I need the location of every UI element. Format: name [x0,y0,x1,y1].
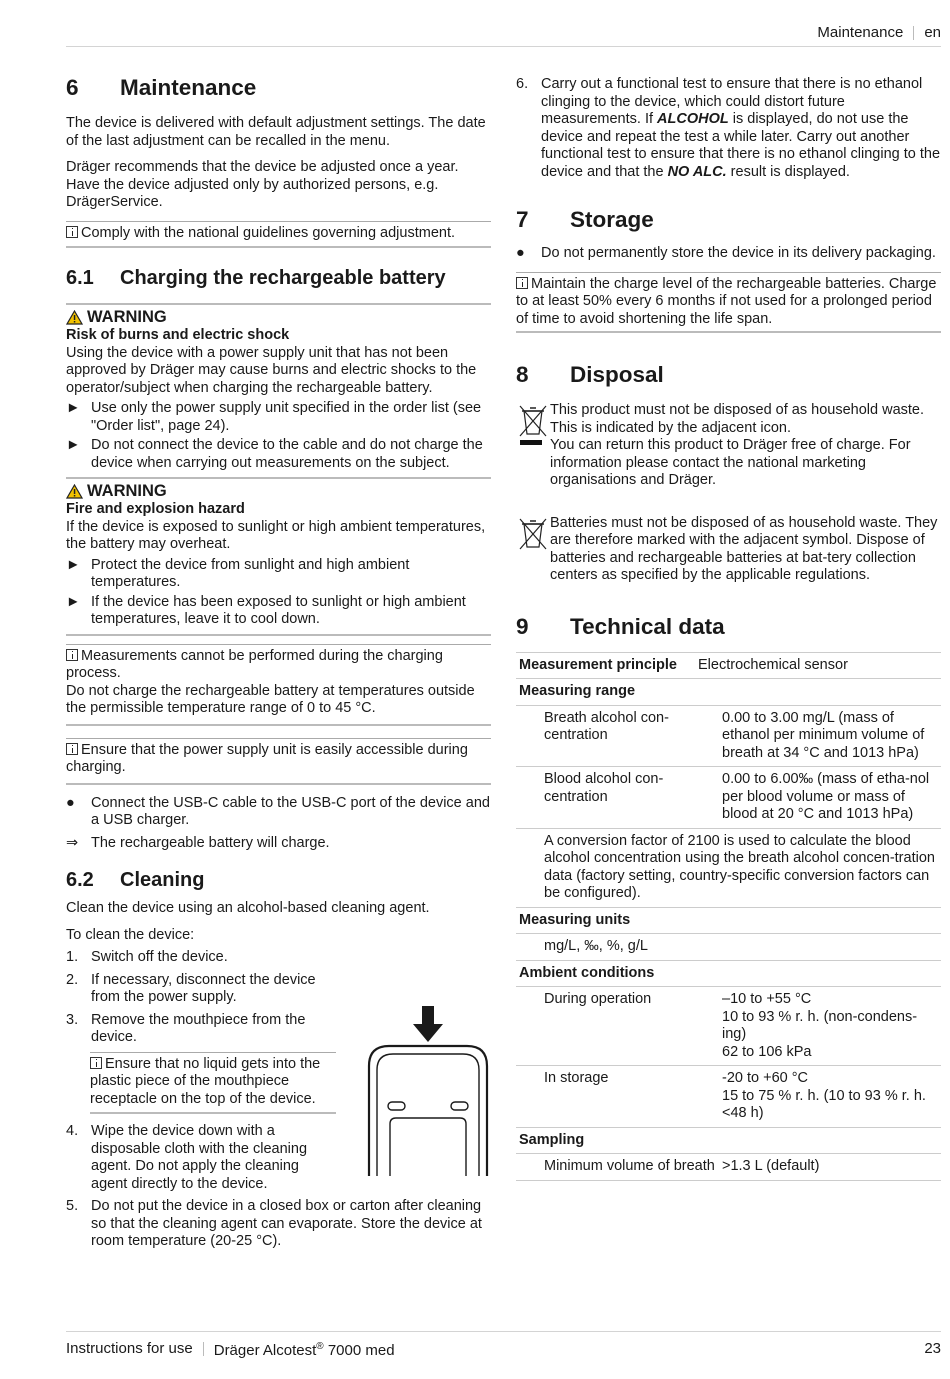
warning-burns [66,303,491,472]
note-power-supply [66,738,491,785]
note-charging-process [66,644,491,726]
warning-title: WARNING [87,482,167,500]
table-cell-value: 0.00 to 6.00‰ (mass of etha-nol per blood volume or mass of blood at 20 °C and 1013 hPa) [722,771,930,822]
note-text: Ensure that no liquid gets into the plastic piece of the mouthpiece receptacle on the top of the device. [90,1055,321,1107]
crossed-bin-icon [516,517,550,551]
arrow-right-icon: ► [66,556,81,573]
list-item [66,400,491,435]
page-footer [66,1338,941,1360]
list-item [66,795,491,830]
heading-title: Cleaning [120,869,205,891]
warning-icon [66,310,83,325]
list-item-text: Do not permanently store the device in its delivery packaging. [541,245,936,261]
table-cell-value: Electrochemical sensor [698,656,848,673]
heading-disposal [516,361,941,388]
page-number: 23 [924,1340,941,1357]
crossed-bin-icon [516,404,550,448]
note-charge-level [516,272,941,334]
paragraph-recommendation: Dräger recommends that the device be adjusted once a year. Have the device adjusted only by authorized persons, e.g. DrägerService. [66,159,459,210]
step-number: 6. [516,76,529,92]
table-row [516,829,941,908]
divider [66,634,491,644]
table-row [516,1154,941,1181]
table-row [516,934,941,961]
table-cell-label: In storage [544,1070,609,1086]
step-text [541,76,941,181]
step-text-part: result is displayed. [726,163,850,180]
step-text: Do not put the device in a closed box or carton after cleaning so that the cleaning agent can evaporate. Store the device at room temperature (20-25 °C). [91,1198,482,1249]
right-column [516,76,941,1181]
list-item [516,245,941,263]
step-text: If necessary, disconnect the device from the power supply. [91,971,316,1005]
heading-number: 6 [66,75,79,100]
step-number: 5. [66,1198,79,1214]
heading-number: 9 [516,613,529,639]
result-text: The rechargeable battery will charge. [91,834,330,851]
heading-charging [66,266,491,290]
table-cell-label: Minimum volume of breath [544,1158,715,1174]
heading-storage [516,206,941,233]
table-row [516,908,941,935]
warning-subtitle: Risk of burns and electric shock [66,327,290,343]
warning-subtitle: Fire and explosion hazard [66,501,245,517]
device-illustration [366,1004,490,1176]
paragraph-adjustment: The device is delivered with default adjustment settings. The date of the last adjustment can be recalled in the menu. [66,115,486,149]
heading-number: 7 [516,207,529,232]
note-text: Comply with the national guidelines governing adjustment. [81,224,455,241]
arrow-right-icon: ► [66,400,81,416]
info-icon [66,743,78,755]
list-item-text: If the device has been exposed to sunlight or high ambient temperatures, leave it to cool down. [91,593,466,627]
footer-rule [66,1331,941,1332]
table-cell-label: Ambient conditions [519,964,655,981]
header-language: en [924,24,941,41]
step-number: 2. [66,971,79,988]
warning-heading [66,481,491,501]
list-item [66,437,491,472]
warning-heading [66,307,491,327]
note-text: Measurements cannot be performed during the charging process. [66,647,443,681]
header-divider [913,26,914,40]
list-item [66,594,491,629]
info-icon [66,649,78,661]
step-item [516,76,941,181]
step-item [66,949,336,967]
info-icon [66,226,78,238]
disposal-text-line: You can return this product to Dräger free of charge. For information please contact the national marketing organisations and Dräger. [550,437,911,488]
header-rule [66,46,941,47]
technical-data-table [516,652,941,1181]
paragraph-cleaning: Clean the device using an alcohol-based cleaning agent. [66,900,430,916]
footer-product [214,1338,395,1360]
table-cell-value: -20 to +60 °C 15 to 75 % r. h. (10 to 93 % r. h. <48 h) [722,1070,926,1121]
heading-title: Charging the rechargeable battery [120,267,446,289]
warning-icon [66,484,83,499]
step-number: 1. [66,949,79,965]
step-number: 3. [66,1011,79,1028]
bullet-icon: ● [66,794,75,811]
warning-title: WARNING [87,308,167,326]
list-item [66,557,491,592]
footer-doc-type: Instructions for use [66,1340,193,1357]
disposal-text-line: This product must not be disposed of as household waste. This is indicated by the adjacent icon. [550,402,924,436]
step-item [66,1198,491,1251]
heading-title: Disposal [570,362,664,387]
table-row [516,1066,941,1128]
step-number: 4. [66,1123,79,1139]
page-header [817,24,941,42]
result-arrow-icon: ⇒ [66,834,79,851]
registered-mark: ® [316,1341,324,1352]
heading-title: Technical data [570,613,725,639]
heading-technical-data [516,613,941,640]
heading-number: 6.2 [66,869,94,891]
note-text: Do not charge the rechargeable battery at temperatures outside the permissible temperature range of 0 to 45 °C. [66,682,475,716]
table-cell-label: During operation [544,991,652,1007]
list-item-text: Use only the power supply unit specified in the order list (see "Order list", page 24). [91,400,482,434]
step-text: Remove the mouthpiece from the device. [91,1011,306,1045]
table-cell-label: Breath alcohol con-centration [544,709,669,743]
note-adjustment [66,221,491,249]
disposal-text: Batteries must not be disposed of as household waste. They are therefore marked with the adjacent symbol. Dispose of batteries and rechargeable batteries at bat-tery collection centers as specified by the applicable regulations. [550,514,938,583]
table-cell-value: 0.00 to 3.00 mg/L (mass of ethanol per minimum volume of breath at 34 °C and 1013 hPa) [722,709,925,761]
step-item [66,972,336,1007]
list-item-text: Connect the USB-C cable to the USB-C port of the device and a USB charger. [91,794,490,828]
warning-text: Using the device with a power supply unit that has not been approved by Dräger may cause burns and electric shocks to the operator/subject when charging the rechargeable battery. [66,344,477,396]
step-item [66,1123,336,1193]
paragraph-cleaning-intro: To clean the device: [66,926,195,943]
disposal-text [550,402,941,490]
step-text: Wipe the device down with a disposable cloth with the cleaning agent. Do not apply the cleaning agent directly to the device. [91,1123,308,1192]
arrow-right-icon: ► [66,437,81,453]
list-item-text: Protect the device from sunlight and high ambient temperatures. [91,556,410,590]
cleaning-steps-narrow [66,949,336,1193]
heading-cleaning [66,868,491,892]
table-row [516,679,941,706]
footer-divider [203,1342,204,1356]
product-model: 7000 med [323,1342,395,1359]
table-cell-label: Sampling [519,1131,585,1148]
bullet-icon: ● [516,245,525,261]
table-row [516,653,941,680]
heading-number: 6.1 [66,267,94,289]
step-text: Switch off the device. [91,949,228,965]
header-section: Maintenance [817,24,904,41]
table-row [516,987,941,1066]
disposal-product [516,402,941,490]
heading-title: Storage [570,207,654,232]
table-cell-value: >1.3 L (default) [722,1158,820,1174]
heading-maintenance [66,74,491,101]
note-text: Maintain the charge level of the rechargeable batteries. Charge to at least 50% every 6 months if not used for a prolonged period of time to avoid shortening the life span. [516,275,937,327]
info-icon [90,1057,102,1069]
table-cell-text: A conversion factor of 2100 is used to calculate the blood alcohol concentration using the breath alcohol concen-tration data (factory setting, country-specific conversion factors can be configured). [544,832,935,901]
step-item [66,1012,336,1047]
list-item-text: Do not connect the device to the cable and do not charge the device when carrying out measurements on the subject. [91,437,483,471]
note-mouthpiece [90,1052,336,1115]
table-row [516,767,941,829]
table-cell-label: Measuring range [519,683,636,699]
arrow-right-icon: ► [66,593,81,610]
display-alcohol: ALCOHOL [657,111,729,127]
warning-text: If the device is exposed to sunlight or high ambient temperatures, the battery may overheat. [66,518,486,552]
step-text-part: is displayed, do not use the device and repeat the test a while later. Carry out another functional test to ensure that there is no ethanol clinging to the device and that the [541,111,941,180]
table-row [516,1128,941,1155]
product-name: Dräger Alcotest [213,1342,317,1359]
heading-number: 8 [516,362,529,387]
step-text-part: Carry out a functional test to ensure that there is no ethanol clinging to the device, which could distort future measurements. If [541,76,923,127]
info-icon [516,277,528,289]
table-row [516,961,941,988]
table-cell-label: Measurement principle [519,656,677,673]
table-cell-label: Blood alcohol con-centration [544,771,664,805]
warning-fire [66,477,491,629]
table-cell-value: mg/L, ‰, %, g/L [544,938,648,954]
display-no-alc: NO ALC. [667,163,727,180]
table-cell-label: Measuring units [519,911,631,928]
table-row [516,706,941,768]
disposal-batteries [516,515,941,585]
note-text: Ensure that the power supply unit is easily accessible during charging. [66,741,468,775]
result-item [66,835,491,853]
heading-title: Maintenance [120,75,257,100]
table-cell-value: –10 to +55 °C 10 to 93 % r. h. (non-condens-ing) 62 to 106 kPa [722,991,918,1060]
